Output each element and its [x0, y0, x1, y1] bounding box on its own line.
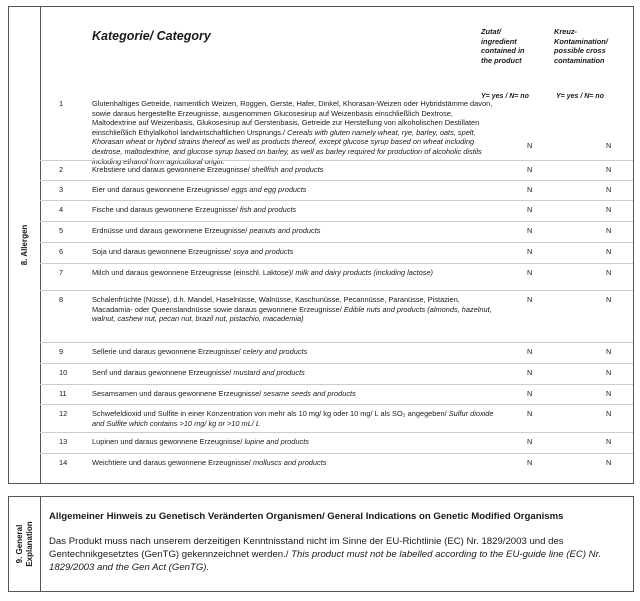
- row-divider: [40, 453, 633, 454]
- row-divider: [40, 384, 633, 385]
- ingredient-value: N: [527, 368, 533, 377]
- cross-contamination-value: N: [606, 226, 612, 235]
- allergen-de: Erdnüsse und daraus gewonnene Erzeugnisse/: [92, 226, 248, 235]
- allergen-de: Weichtiere und daraus gewonnene Erzeugnisse/: [92, 458, 251, 467]
- allergen-description: [92, 205, 498, 215]
- allergen-number: 5: [59, 226, 64, 235]
- allergen-number: 6: [59, 247, 64, 256]
- allergen-de: Senf und daraus gewonnene Erzeugnisse/: [92, 368, 232, 377]
- row-divider: [40, 242, 633, 243]
- allergen-en: peanuts and products: [249, 226, 321, 235]
- row-divider: [40, 432, 633, 433]
- row-divider: [40, 363, 633, 364]
- allergen-number: 14: [59, 458, 68, 467]
- ingredient-column-header: Zutat/ ingredient contained in the product: [481, 27, 525, 65]
- ingredient-value: N: [527, 165, 533, 174]
- allergen-number: 11: [59, 389, 67, 398]
- allergen-number: 2: [59, 165, 64, 174]
- cross-contamination-value: N: [606, 295, 612, 304]
- row-divider: [40, 180, 633, 181]
- allergen-en: eggs and egg products: [231, 185, 307, 194]
- cross-contamination-value: N: [606, 247, 612, 256]
- ingredient-value: N: [527, 437, 533, 446]
- cross-contamination-value: N: [606, 347, 612, 356]
- gmo-body: [49, 535, 627, 574]
- allergen-description: [92, 368, 498, 378]
- allergen-description: [92, 295, 498, 324]
- ingredient-value: N: [527, 295, 533, 304]
- allergen-description: [92, 226, 498, 236]
- ingredient-value: N: [527, 409, 533, 418]
- allergen-de: Milch und daraus gewonnene Erzeugnisse (einschl. Laktose)/: [92, 268, 294, 277]
- allergen-en: fish and products: [239, 205, 297, 214]
- row-divider: [40, 200, 633, 201]
- allergen-number: 9: [59, 347, 64, 356]
- allergen-de: Sesamsamen und daraus gewonnene Erzeugnisse/: [92, 389, 262, 398]
- allergen-number: 12: [59, 409, 68, 418]
- row-divider: [40, 160, 633, 161]
- cross-contamination-value: N: [606, 268, 612, 277]
- allergen-en: lupine and products: [244, 437, 309, 446]
- allergen-de: Schalenfrüchte (Nüsse), d.h. Mandel, Haselnüsse, Walnüsse, Kaschunüsse, Pecannüsse, Paranüsse, Pistazien, Macadamia- oder Queenslandnüsse sowie daraus gewonnene Erzeugnisse/: [92, 295, 460, 314]
- allergen-side-label: 8. Allergen: [19, 224, 29, 266]
- ingredient-value: N: [527, 226, 533, 235]
- allergen-description: [92, 458, 498, 468]
- allergen-description: [92, 99, 498, 166]
- ingredient-value: N: [527, 247, 533, 256]
- allergen-en: Cereals with gluten namely wheat, rye, barley, oats, spelt, Khorasan wheat or hybrid strains thereof as well as products thereof, except glucose syrup based on wheat including dextrose, maltodextrine, and glucose syrup based on barley, as well as barley required for production of alcoholic distils including ethanol from agricultural origin.: [92, 127, 482, 166]
- cross-contamination-value: N: [606, 389, 612, 398]
- allergen-de: Glutenhaltiges Getreide, namentlich Weizen, Roggen, Gerste, Hafer, Dinkel, Khorasan-Weizen oder Hybridstämme davon, sowie daraus hergestellte Erzeugnisse, ausgenommen Glucosesirup auf Weizenbasis einschließlich Dextrose, Maltodextrine auf Weizenbasis, Glukosesirup auf Gerstenbasis, Getreide zur Herstellung von alkoholischen Destillaten einschließlich Ethylalkohol landwirtschaftlichen Ursprungs./: [92, 99, 493, 137]
- allergen-de: Soja und daraus gewonnene Erzeugnisse/: [92, 247, 231, 256]
- cross-contamination-value: N: [606, 185, 612, 194]
- gmo-body-de: Das Produkt muss nach unserem derzeitigen Kenntnisstand nicht im Sinne der EU-Richtlinie (EC) Nr. 1829/2003 und des Gentechnikgesetztes (GenTG) gekennzeichnet werden./: [49, 536, 564, 560]
- allergen-number: 4: [59, 205, 64, 214]
- cross-contamination-value: N: [606, 205, 612, 214]
- allergen-number: 13: [59, 437, 68, 446]
- ingredient-value: N: [527, 458, 533, 467]
- allergen-number: 3: [59, 185, 64, 194]
- allergen-en: molluscs and products: [252, 458, 327, 467]
- cross-contamination-legend: Y= yes / N= no: [556, 93, 604, 100]
- allergen-description: [92, 165, 498, 175]
- allergen-en: Sulfur dioxide and Sulfite which contains >10 mg/ kg or >10 mL/ L: [92, 409, 494, 428]
- cross-contamination-value: N: [606, 368, 612, 377]
- allergen-number: 10: [59, 368, 68, 377]
- row-divider: [40, 221, 633, 222]
- allergen-en: milk and dairy products (including lactose): [295, 268, 433, 277]
- allergen-de: Fische und daraus gewonnene Erzeugnisse/: [92, 205, 238, 214]
- allergen-en: shellfish and products: [251, 165, 324, 174]
- row-divider: [40, 263, 633, 264]
- gmo-section: [8, 496, 634, 592]
- allergen-de: Lupinen und daraus gewonnene Erzeugnisse/: [92, 437, 243, 446]
- row-divider: [40, 290, 633, 291]
- allergen-section: [8, 6, 634, 484]
- cross-contamination-value: N: [606, 458, 612, 467]
- allergen-side-label-cell: [9, 7, 41, 483]
- cross-contamination-column-header: Kreuz- Kontamination/ possible cross contamination: [554, 27, 608, 65]
- ingredient-value: N: [527, 347, 533, 356]
- allergen-description: [92, 409, 498, 428]
- gmo-side-label: 9. General Explanation: [14, 521, 34, 567]
- category-header: Kategorie/ Category: [92, 29, 211, 43]
- cross-contamination-value: N: [606, 437, 612, 446]
- ingredient-value: N: [527, 141, 533, 150]
- ingredient-value: N: [527, 205, 533, 214]
- allergen-en: sesame seeds and products: [263, 389, 356, 398]
- allergen-en: Edible nuts and products (almonds, hazelnut, walnut, cashew nut, pecan nut, brazil nut, pistachio, macademia): [92, 304, 492, 324]
- cross-contamination-value: N: [606, 165, 612, 174]
- allergen-de: Schwefeldioxid und Sulfite in einer Konzentration von mehr als 10 mg/ kg oder 10 mg/ L als SO₂ angegeben/: [92, 409, 447, 418]
- allergen-en: celery and products: [242, 347, 308, 356]
- ingredient-value: N: [527, 185, 533, 194]
- row-divider: [40, 404, 633, 405]
- allergen-description: [92, 247, 498, 257]
- allergen-number: 7: [59, 268, 64, 277]
- cross-contamination-value: N: [606, 141, 612, 150]
- allergen-description: [92, 268, 498, 278]
- allergen-description: [92, 347, 498, 357]
- allergen-de: Eier und daraus gewonnene Erzeugnisse/: [92, 185, 230, 194]
- gmo-body-en: This product must not be labelled according to the EU-guide line (EC) Nr. 1829/2003 and the Gen Act (GenTG).: [49, 549, 602, 573]
- gmo-side-label-cell: [9, 497, 41, 591]
- allergen-description: [92, 389, 498, 399]
- gmo-title: Allgemeiner Hinweis zu Genetisch Veränderten Organismen/ General Indications on Genetic Modified Organisms: [49, 511, 564, 522]
- allergen-de: Sellerie und daraus gewonnene Erzeugnisse/: [92, 347, 241, 356]
- allergen-en: mustard and products: [233, 368, 305, 377]
- ingredient-value: N: [527, 268, 533, 277]
- allergen-en: soya and products: [232, 247, 294, 256]
- allergen-de: Krebstiere und daraus gewonnene Erzeugnisse/: [92, 165, 250, 174]
- allergen-number: 8: [59, 295, 64, 304]
- row-divider: [40, 342, 633, 343]
- ingredient-legend: Y= yes / N= no: [481, 93, 529, 100]
- allergen-description: [92, 185, 498, 195]
- allergen-description: [92, 437, 498, 447]
- allergen-number: 1: [59, 99, 64, 108]
- ingredient-value: N: [527, 389, 533, 398]
- cross-contamination-value: N: [606, 409, 612, 418]
